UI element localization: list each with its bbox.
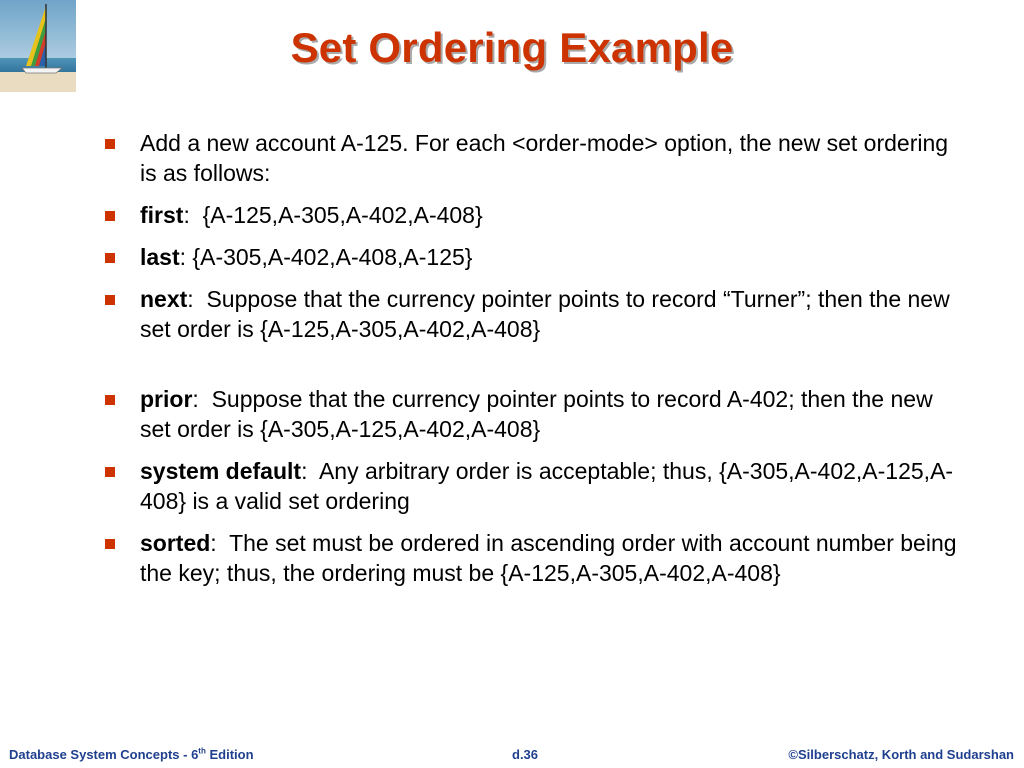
- bullet-separator: :: [187, 286, 207, 312]
- bullet-text: {A-125,A-305,A-402,A-408}: [202, 202, 483, 228]
- bullet-item-intro: [104, 128, 964, 188]
- square-bullet-icon: [105, 139, 115, 149]
- square-bullet-icon: [105, 539, 115, 549]
- footer-edition-text: Edition: [205, 747, 254, 762]
- square-bullet-icon: [105, 295, 115, 305]
- bullet-item-system-default: [104, 456, 964, 516]
- bullet-item-next: [104, 284, 964, 344]
- footer-slide-number: d.36: [512, 747, 539, 762]
- square-bullet-icon: [105, 211, 115, 221]
- bullet-separator: :: [192, 386, 212, 412]
- bullet-separator: :: [301, 458, 319, 484]
- bullet-separator: :: [210, 530, 230, 556]
- bullet-text: Any arbitrary order is acceptable; thus, {A-305,A-402,A-125,A-408} is a valid set ordering: [140, 458, 954, 514]
- square-bullet-icon: [105, 395, 115, 405]
- bullet-separator: :: [183, 202, 203, 228]
- bullet-keyword: system default: [140, 458, 302, 484]
- bullet-keyword: prior: [140, 386, 193, 412]
- bullet-keyword: first: [140, 202, 184, 228]
- square-bullet-icon: [105, 467, 115, 477]
- bullet-list: [104, 128, 964, 600]
- bullet-keyword: last: [140, 244, 180, 270]
- footer-edition-superscript: th: [198, 746, 206, 756]
- square-bullet-icon: [105, 253, 115, 263]
- bullet-keyword: sorted: [140, 530, 211, 556]
- bullet-item-sorted: [104, 528, 964, 588]
- bullet-item-first: [104, 200, 964, 230]
- footer-book-title: [9, 747, 254, 762]
- bullet-item-last: [104, 242, 964, 272]
- bullet-item-prior: [104, 384, 964, 444]
- bullet-keyword: next: [140, 286, 188, 312]
- bullet-text: Suppose that the currency pointer points to record “Turner”; then the new set order is {A-125,A-305,A-402,A-408}: [140, 286, 950, 342]
- bullet-text: {A-305,A-402,A-408,A-125}: [192, 244, 473, 270]
- slide-footer: [0, 744, 1024, 764]
- footer-book-title-text: Database System Concepts - 6: [9, 747, 199, 762]
- bullet-text: Suppose that the currency pointer points to record A-402; then the new set order is {A-305,A-125,A-402,A-408}: [140, 386, 933, 442]
- bullet-separator: :: [179, 244, 193, 270]
- bullet-text: Add a new account A-125. For each <order-mode> option, the new set ordering is as follows:: [140, 130, 949, 186]
- slide-title: Set Ordering Example: [290, 24, 734, 71]
- footer-copyright: ©Silberschatz, Korth and Sudarshan: [788, 747, 1014, 762]
- bullet-text: The set must be ordered in ascending order with account number being the key; thus, the ordering must be {A-125,A-305,A-402,A-408}: [140, 530, 957, 586]
